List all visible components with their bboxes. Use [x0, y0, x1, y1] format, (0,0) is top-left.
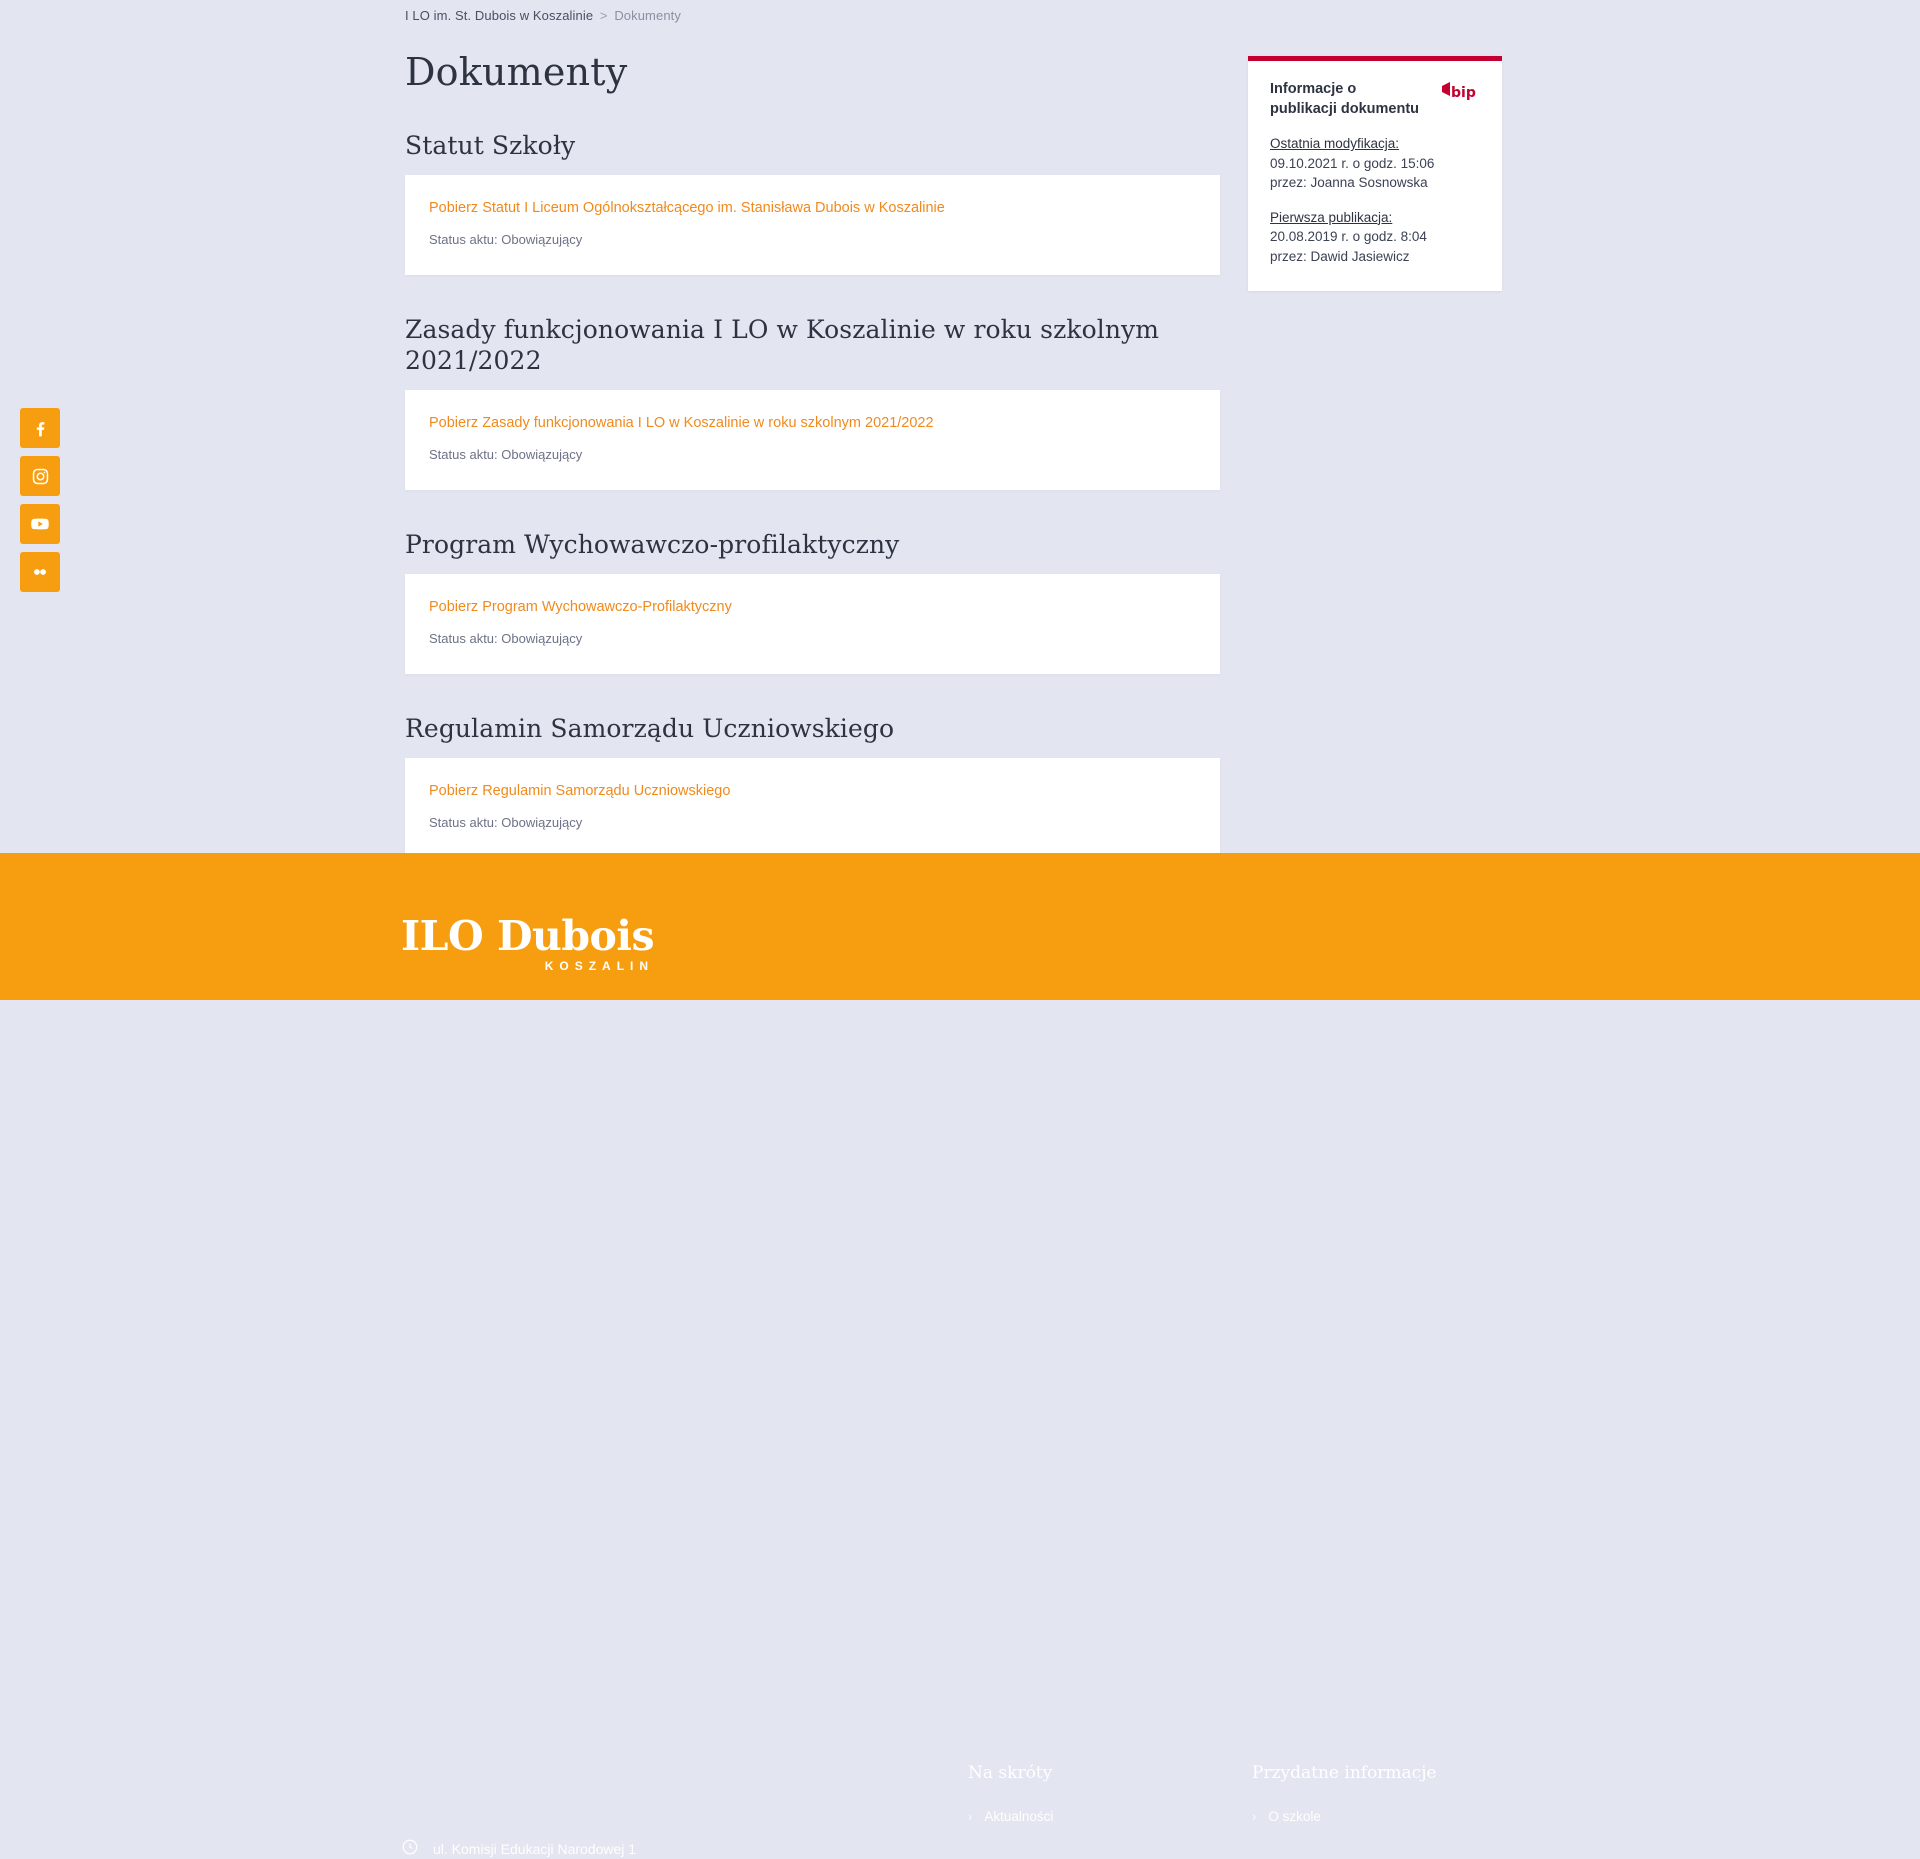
document-download-link[interactable]: Pobierz Statut I Liceum Ogólnokształcącego im. Stanisława Dubois w Koszalinie: [429, 199, 945, 216]
document-card: [405, 758, 1220, 858]
footer-logo-main: ILO Dubois: [401, 912, 655, 960]
breadcrumb: [405, 8, 681, 23]
footer-column-title: Przydatne informacje: [1252, 1763, 1437, 1783]
document-heading: Regulamin Samorządu Uczniowskiego: [405, 713, 895, 743]
footer-address: [401, 1838, 636, 1859]
first-publication-date: 20.08.2019 r. o godz. 8:04: [1270, 229, 1427, 245]
social-rail: [20, 408, 60, 592]
instagram-icon[interactable]: [20, 456, 60, 496]
breadcrumb-home-link[interactable]: I LO im. St. Dubois w Koszalinie: [405, 8, 594, 23]
footer-address-text: ul. Komisji Edukacji Narodowej 1: [433, 1840, 637, 1857]
document-card: [405, 574, 1220, 674]
bip-logo-icon: [1442, 82, 1480, 107]
breadcrumb-separator: >: [599, 8, 608, 23]
footer-logo[interactable]: [401, 912, 655, 973]
breadcrumb-current: Dokumenty: [614, 8, 681, 23]
info-box-title: Informacje o publikacji dokumentu: [1270, 81, 1420, 117]
document-card: [405, 175, 1220, 275]
page-title: Dokumenty: [405, 50, 628, 94]
document-download-link[interactable]: Pobierz Zasady funkcjonowania I LO w Koszalinie w roku szkolnym 2021/2022: [429, 415, 934, 432]
facebook-icon[interactable]: [20, 408, 60, 448]
document-status: Status aktu: Obowiązujący: [429, 814, 583, 830]
document-heading: Zasady funkcjonowania I LO w Koszalinie w roku szkolnym 2021/2022: [405, 314, 1160, 375]
main-content: [405, 50, 1220, 897]
footer-column-useful-info: [1252, 1763, 1437, 1824]
footer-column-title: Na skróty: [968, 1763, 1053, 1783]
chevron-right-icon: ›: [1252, 1809, 1257, 1824]
flickr-icon[interactable]: [20, 552, 60, 592]
first-publication-label: Pierwsza publikacja:: [1270, 209, 1393, 225]
footer-link-label: O szkole: [1268, 1809, 1321, 1824]
svg-text:bip: bip: [1451, 85, 1476, 101]
footer-link-label: Aktualności: [984, 1809, 1054, 1824]
document-status: Status aktu: Obowiązujący: [429, 231, 583, 247]
document-heading: Statut Szkoły: [405, 130, 576, 160]
document-heading: Program Wychowawczo-profilaktyczny: [405, 529, 900, 559]
document-card: [405, 390, 1220, 490]
chevron-right-icon: ›: [968, 1809, 973, 1824]
footer-logo-sub: KOSZALIN: [544, 959, 655, 973]
location-icon: [401, 1838, 419, 1859]
last-modified-date: 09.10.2021 r. o godz. 15:06: [1270, 155, 1435, 171]
first-publication-author: przez: Dawid Jasiewicz: [1270, 248, 1410, 264]
youtube-icon[interactable]: [20, 504, 60, 544]
document-status: Status aktu: Obowiązujący: [429, 446, 583, 462]
publication-info-box: [1248, 56, 1502, 291]
last-modified-author: przez: Joanna Sosnowska: [1270, 175, 1428, 191]
document-download-link[interactable]: Pobierz Program Wychowawczo-Profilaktyczny: [429, 599, 732, 616]
document-download-link[interactable]: Pobierz Regulamin Samorządu Uczniowskiego: [429, 783, 731, 800]
footer-column-shortcuts: [968, 1763, 1053, 1824]
site-footer: [0, 853, 1920, 1857]
info-box-header: [1270, 80, 1480, 119]
footer-link-aktualnosci[interactable]: [968, 1809, 1053, 1824]
footer-link-o-szkole[interactable]: [1252, 1809, 1437, 1824]
last-modified-label: Ostatnia modyfikacja:: [1270, 136, 1400, 152]
document-status: Status aktu: Obowiązujący: [429, 630, 583, 646]
